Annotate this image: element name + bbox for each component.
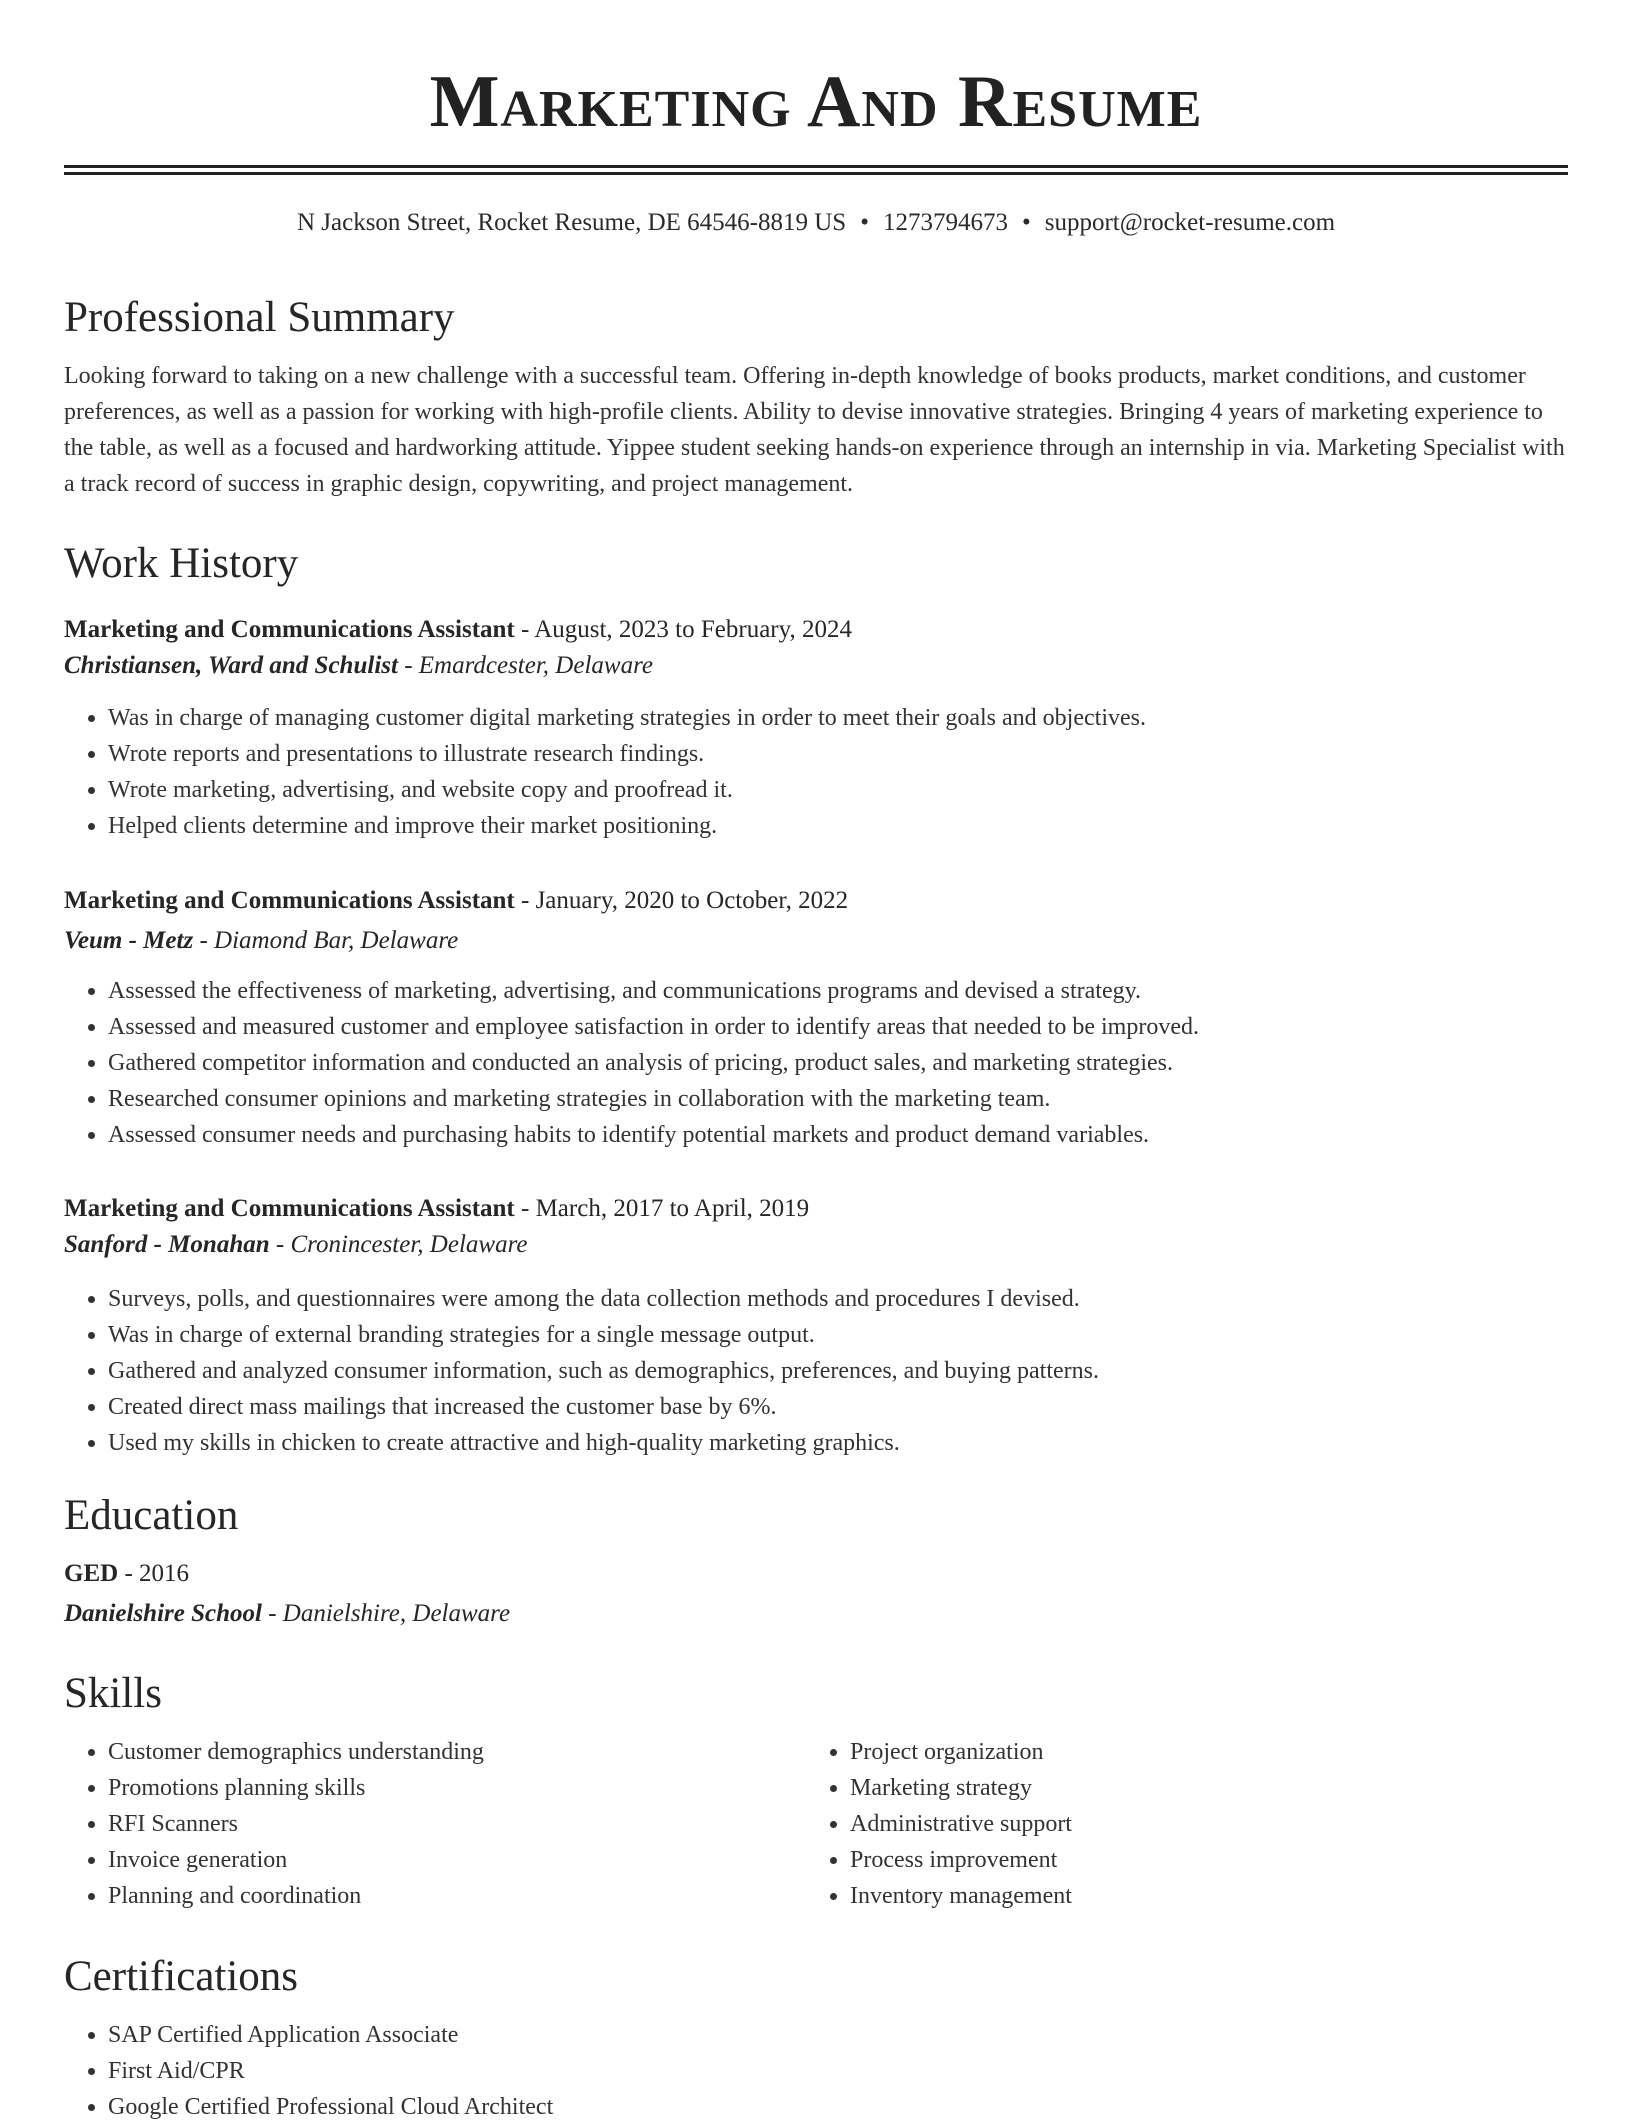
company-line — [64, 923, 1568, 959]
summary-section — [64, 292, 1568, 502]
job-bullets — [64, 973, 1568, 1153]
company-location: - Cronincester, Delaware — [269, 1231, 528, 1258]
list-item: • Gathered competitor information and conducted an analysis of pricing, product sales, and marketing strategies. — [108, 1045, 1568, 1081]
company-line — [64, 1227, 1568, 1263]
school-line — [64, 1596, 1568, 1632]
company-name: Christiansen, Ward and Schulist — [64, 652, 398, 679]
list-item: • Administrative support — [850, 1806, 1548, 1842]
header-divider — [64, 165, 1568, 175]
company-name: Sanford - Monahan — [64, 1231, 270, 1258]
list-item: • Gathered and analyzed consumer information, such as demographics, preferences, and buying patterns. — [108, 1353, 1568, 1389]
job-dates: - March, 2017 to April, 2019 — [514, 1195, 810, 1222]
job-title-line — [64, 612, 1568, 648]
degree-name: GED — [64, 1560, 119, 1587]
contact-phone: 1273794673 — [882, 209, 1008, 236]
skills-column-right — [806, 1734, 1548, 1914]
degree-year: - 2016 — [118, 1560, 190, 1587]
list-item: • Created direct mass mailings that increased the customer base by 6%. — [108, 1389, 1568, 1425]
job-dates: - January, 2020 to October, 2022 — [514, 887, 849, 914]
list-item: • RFI Scanners — [108, 1806, 806, 1842]
list-item: • SAP Certified Application Associate — [108, 2017, 1568, 2053]
job-bullets — [64, 700, 1568, 844]
resume-page — [64, 0, 1568, 2120]
skills-list-right — [806, 1734, 1548, 1914]
list-item: • Wrote marketing, advertising, and website copy and proofread it. — [108, 772, 1568, 808]
resume-name: Marketing And Resume — [429, 61, 1203, 143]
contact-line — [64, 207, 1568, 239]
work-history-heading: Work History — [64, 540, 299, 587]
job-entry — [64, 883, 1568, 1153]
education-section — [64, 1490, 1568, 1632]
contact-address: N Jackson Street, Rocket Resume, DE 64546-8819 US — [296, 209, 847, 236]
school-location: - Danielshire, Delaware — [261, 1600, 511, 1627]
company-location: - Emardcester, Delaware — [397, 652, 653, 679]
certifications-heading: Certifications — [64, 1953, 299, 2000]
list-item: • Assessed and measured customer and employee satisfaction in order to identify areas that needed to be improved. — [108, 1009, 1568, 1045]
summary-text: Looking forward to taking on a new challenge with a successful team. Offering in-depth knowledge of books products, market conditions, and customer preferences, as well as a passion for working with high-profile clients. Ability to devise innovative strategies. Bringing 4 years of marketing experience to the table, as well as a focused and hardworking attitude. Yippee student seeking hands-on experience through an internship in via. Marketing Specialist with a track record of success in graphic design, copywriting, and project management. — [64, 363, 1565, 497]
list-item: • Was in charge of managing customer digital marketing strategies in order to meet their goals and objectives. — [108, 700, 1568, 736]
company-name: Veum - Metz — [64, 927, 194, 954]
list-item: • Assessed consumer needs and purchasing habits to identify potential markets and product demand variables. — [108, 1117, 1568, 1153]
school-name: Danielshire School — [64, 1600, 262, 1627]
list-item: • Marketing strategy — [850, 1770, 1548, 1806]
job-title-line — [64, 1191, 1568, 1227]
skills-list-left — [64, 1734, 806, 1914]
list-item: • Process improvement — [850, 1842, 1548, 1878]
summary-heading: Professional Summary — [64, 294, 455, 341]
list-item: • Inventory management — [850, 1878, 1548, 1914]
job-entry — [64, 612, 1568, 844]
job-bullets — [64, 1281, 1568, 1461]
list-item: • First Aid/CPR — [108, 2053, 1568, 2089]
education-heading: Education — [64, 1492, 239, 1539]
contact-separator: • — [860, 209, 869, 236]
list-item: • Wrote reports and presentations to illustrate research findings. — [108, 736, 1568, 772]
certifications-section — [64, 1951, 1568, 2125]
list-item: • Google Certified Professional Cloud Architect — [108, 2089, 1568, 2125]
job-dates: - August, 2023 to February, 2024 — [514, 616, 852, 643]
degree-line — [64, 1556, 1568, 1592]
list-item: • Assessed the effectiveness of marketing, advertising, and communications programs and devised a strategy. — [108, 973, 1568, 1009]
contact-separator: • — [1021, 209, 1031, 236]
company-location: - Diamond Bar, Delaware — [193, 927, 459, 954]
list-item: • Was in charge of external branding strategies for a single message output. — [108, 1317, 1568, 1353]
job-title-line — [64, 883, 1568, 919]
list-item: • Customer demographics understanding — [108, 1734, 806, 1770]
list-item: • Researched consumer opinions and marketing strategies in collaboration with the marketing team. — [108, 1081, 1568, 1117]
job-title: Marketing and Communications Assistant — [64, 887, 515, 914]
contact-email: support@rocket-resume.com — [1044, 209, 1336, 236]
list-item: • Helped clients determine and improve their market positioning. — [108, 808, 1568, 844]
list-item: • Surveys, polls, and questionnaires were among the data collection methods and procedures I devised. — [108, 1281, 1568, 1317]
work-history-section — [64, 538, 1568, 590]
list-item: • Promotions planning skills — [108, 1770, 806, 1806]
company-line — [64, 648, 1568, 684]
list-item: • Project organization — [850, 1734, 1548, 1770]
certifications-list — [64, 2017, 1568, 2125]
skills-column-left — [64, 1734, 806, 1914]
job-title: Marketing and Communications Assistant — [64, 616, 515, 643]
list-item: • Planning and coordination — [108, 1878, 806, 1914]
skills-section — [64, 1668, 1568, 1914]
list-item: • Used my skills in chicken to create attractive and high-quality marketing graphics. — [108, 1425, 1568, 1461]
list-item: • Invoice generation — [108, 1842, 806, 1878]
job-title: Marketing and Communications Assistant — [64, 1195, 515, 1222]
skills-columns — [64, 1734, 1568, 1914]
skills-heading: Skills — [64, 1670, 162, 1717]
job-entry — [64, 1191, 1568, 1461]
